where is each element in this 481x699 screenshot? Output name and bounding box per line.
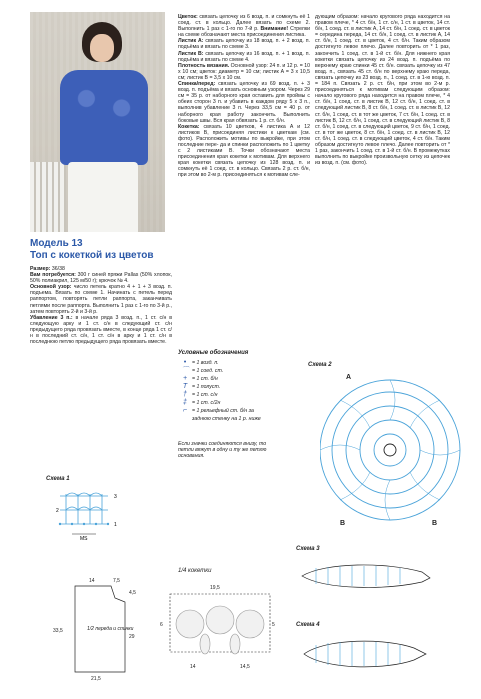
paragraph-size: Размер: 36/38 (30, 266, 65, 272)
scheme4-leaf-b-diagram (296, 632, 436, 678)
svg-text:1: 1 (114, 522, 117, 528)
slip-stitch-icon: ⌒ (181, 367, 189, 374)
symbols-title: Условные обозначения (178, 350, 249, 356)
paragraph-back-front: Спинка/перед: связать цепочку из 69 возд. п. + 3 возд. п. подъёма и вязать основным узором. Через 29 см = 35 р. от наборного края оставить для проймы с обеих сторон 3 п. и убавить в каждом ряду 5 х 3 п., выполнив убавление 3 п. Через 33,5 см = 40 р. от наборного края работу закончить. Выполнить боковые швы. Вся края обвязать 1 р. ст. б/н. (178, 81, 310, 124)
scheme4-label: Схема 4 (296, 622, 320, 628)
instructions-col1 (30, 266, 172, 345)
svg-text:14: 14 (89, 578, 95, 584)
paragraph-main-pattern: Основной узор: число петель кратно 4 + 1 + 3 возд. п. подъема. Вязать по схеме 1. Начинать с петель перед раппортом, повторять петли раппорта, заканчивать петлями после раппорта. Выполнить 1 раз с 1-го по 3-й р., затем повторять 2-й и 3-й р. (30, 284, 172, 315)
single-crochet-icon: + (182, 375, 188, 382)
symbol-row: + = 1 ст. б/н (178, 375, 298, 383)
scheme1-label: Схема 1 (46, 476, 70, 482)
svg-text:5: 5 (272, 622, 275, 628)
svg-text:29: 29 (129, 634, 135, 640)
svg-text:14,5: 14,5 (240, 664, 250, 670)
paragraph-gauge: Плотность вязания. Основной узор: 24 п. и 12 р. = 10 х 10 см; цветок: диаметр = 10 см; листик А = 3 х 10,5 см; листик В = 3,5 х 10 см. (178, 62, 310, 81)
svg-text:4,5: 4,5 (129, 590, 136, 596)
yoke-label: 1/4 кокетки (178, 568, 212, 574)
model-photo (30, 12, 165, 232)
svg-text:6: 6 (160, 622, 163, 628)
paragraph-leaf-b: Листик В: связать цепочку из 16 возд. п. + 1 возд. п. подъёма и вязать по схеме 4. (178, 50, 310, 63)
model-name: Топ с кокеткой из цветов (30, 250, 154, 261)
half-double-icon: T (182, 383, 188, 390)
svg-text:3: 3 (114, 494, 117, 500)
model-number: Модель 13 (30, 238, 83, 249)
model-title (30, 238, 170, 262)
symbol-row: T = 1 полуст. (178, 383, 298, 391)
scheme1-diagram (56, 484, 156, 544)
instructions-col3: дующим образом: начало кругового ряда находится на правом плече, * 4 ст. б/н, 1 ст. с/н, 1 ст. в цветок, 14 ст. б/н, 1 соед. ст. в листик А, 14 ст. б/н, 1 соед. ст. в цветок = середина переда, 14 ст. б/н, 1 соед. ст. в листик А, 14 ст. б/н, 1 соед. ст. в цветок, 4 ст. б/н. Таким образом достигнуто левое плечо. Далее повторить от * 1 раз, закончить 1 соед. ст. в 1-й ст. б/н. Для нижнего края кокетки связать цепочку из 24 возд. п. подъёма по верхнему краю спинки 45 ст. б/н. связать цепочку из 47 возд. п., связать 45 ст. б/н по верхнему краю переда, связать цепочку из 23 возд. п., 1 соед. ст. в 1-ю возд. п. = 184 п. Связать 2 р. ст. б/н, при этом во 2-м р. присоединяться к мотивам следующим образом: начало кругового ряда находится на правом плече, * 4 ст. б/н, 1 соед. ст. в листик В, 12 ст. б/н, 1 соед. ст. в следующий листик В, 8 ст. б/н, 1 соед. ст. в листик В, 12 ст. б/н, 1 соед. ст. в тот же цветок, 7 ст. б/н, 1 соед. ст. в листик В, 12 ст. б/н, 1 соед. ст. в следующий листик В, 8 ст. б/н, 1 соед. ст. в следующий цветок, 9 ст. б/н, 1 соед. ст. в тот же цветок, 8 ст. б/н, 1 соед. ст. в листик В, 12 ст. б/н, 1 соед. ст. в следующий цветок, 4 ст. б/н. Таким образом достигнуто левое плечо. Далее повторить от * 1 раз, закончить 1 соед. ст. в 1-й ст. б/н. В промежутках выполнить по выкройке произвольную сетку из цепочек из возд. п. (см. фото). (315, 14, 450, 167)
svg-text:21,5: 21,5 (91, 676, 101, 682)
symbol-row: ⌒ = 1 соед. ст. (178, 367, 298, 375)
relief-stitch-icon: ⌐ (182, 407, 188, 414)
paragraph-decrease: Убавление 3 п.: в начале ряда 3 возд. п., 1 ст. с/н в следующую арку и 1 ст. с/н в следующий ст. с/н предыдущего ряда провязать вместе, в конце ряда 1 ст. с/н в последний ст. с/н, 1 ст. с/н в арку и 1 ст. с/н в последнюю петлю предыдущего ряда провязать вместе. (30, 314, 172, 346)
symbols-legend (178, 350, 298, 459)
scheme3-label: Схема 3 (296, 546, 320, 552)
svg-text:A: A (346, 374, 352, 381)
svg-text:B: B (340, 520, 346, 527)
svg-text:19,5: 19,5 (210, 585, 220, 591)
scheme2-flower-diagram (320, 365, 470, 535)
chain-stitch-icon: • (183, 359, 187, 366)
instructions-col2 (178, 14, 310, 179)
symbol-row: ⌐ = 1 рельефный ст. б/н за заднюю стенку на 1 р. ниже (178, 407, 298, 423)
svg-text:14: 14 (190, 664, 196, 670)
symbol-row: • = 1 возд. п. (178, 359, 298, 367)
svg-text:B: B (432, 520, 438, 527)
scheme2-label: Схема 2 (308, 362, 332, 368)
symbol-row: ‡ = 1 ст. с/2н (178, 399, 298, 407)
pattern-front-back (45, 572, 165, 682)
yoke-diagram (160, 580, 280, 675)
pattern-label: 1/2 переда и спинки (87, 626, 134, 632)
treble-crochet-icon: ‡ (183, 399, 187, 406)
svg-text:2: 2 (56, 508, 59, 514)
scheme1-rapport: MS (80, 536, 88, 542)
symbol-row: † = 1 ст. с/н (178, 391, 298, 399)
paragraph-materials: Вам потребуется: 300 г синей пряжи Pallas (50% хлопок, 50% полиакрил, 125 м/50 г); крючок № 4. (30, 272, 172, 285)
paragraph-yoke: Кокетка: связать 10 цветков, 4 листика А и 12 листиков В, присоединяя листики к цветкам (см. фото). Расположить мотивы по выкройке, при этом последние пере- да и спинки расположить по 1 цветку с 2 листиками В. Точки обозначают места присоединения края кокетки к мотивам. Для верхнего края кокетки связать цепочку из 128 возд. п. и сомкнуть её 1 соед. ст. в кольцо. Связать 2 р. ст. б/н, при этом во 2-м р. присоединяться к мотивам сле- (178, 123, 310, 179)
paragraph-leaf-a: Листик А: связать цепочку из 18 возд. п. + 2 возд. п. подъёма и вязать по схеме 3. (178, 38, 310, 51)
svg-text:33,5: 33,5 (53, 628, 63, 634)
symbols-note: Если значки соединяются внизу, то петли вяжут в одну и ту же петлю основания. (178, 441, 267, 459)
double-crochet-icon: † (183, 391, 187, 398)
svg-text:7,5: 7,5 (113, 578, 120, 584)
paragraph-flower: Цветок: связать цепочку из 6 возд. п. и сомкнуть её 1 соед. ст. в кольцо. Далее вязать по схеме 2. Выполнить 1 раз с 1-го по 7-й р. Внимание! Стрелки на схеме обозначают места присоединения листика. (178, 14, 311, 39)
scheme3-leaf-a-diagram (296, 556, 436, 596)
